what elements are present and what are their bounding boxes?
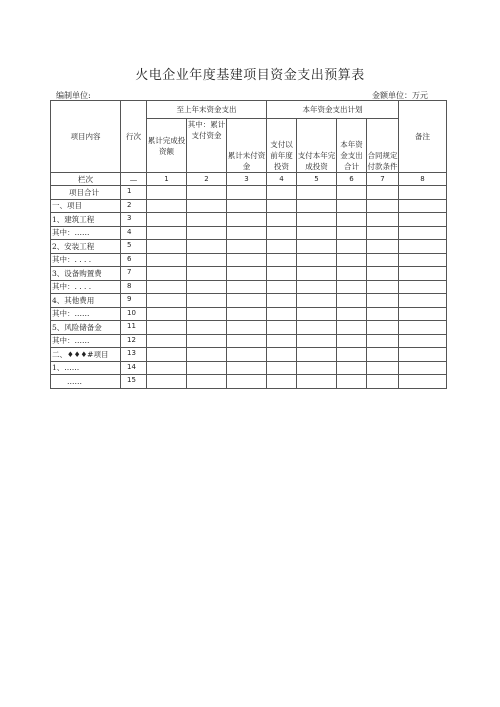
row-cell: [367, 226, 399, 240]
amount-unit-label: 金额单位：万元: [372, 91, 428, 100]
row-cell: [367, 213, 399, 227]
row-cell: [267, 267, 297, 281]
table-row: [51, 280, 447, 294]
header-col6: 本年资金支出合计: [337, 119, 367, 173]
row-cell: [227, 253, 267, 267]
row-item: 3、设备购置费: [51, 267, 121, 281]
row-cell: [267, 348, 297, 362]
table-row: [51, 240, 447, 254]
row-cell: [147, 375, 187, 389]
row-cell: [337, 375, 367, 389]
row-cell: [399, 280, 447, 294]
row-item: 其中：……: [51, 334, 121, 348]
row-cell: [367, 361, 399, 375]
row-cell: [267, 294, 297, 308]
table-row: [51, 186, 447, 200]
row-cell: [337, 267, 367, 281]
row-cell: [267, 375, 297, 389]
column-index-label: 栏次: [51, 173, 121, 186]
row-cell: [297, 307, 337, 321]
row-cell: [267, 199, 297, 213]
table-row: [51, 226, 447, 240]
row-cell: [367, 253, 399, 267]
row-cell: [399, 267, 447, 281]
row-cell: [367, 375, 399, 389]
row-item: 5、风险储备金: [51, 321, 121, 335]
row-cell: [337, 280, 367, 294]
row-line-no: 12: [121, 334, 147, 348]
row-cell: [187, 240, 227, 254]
table-row: [51, 253, 447, 267]
header-col1: 累计完成投资额: [147, 119, 187, 173]
row-cell: [187, 348, 227, 362]
row-line-no: 10: [121, 307, 147, 321]
header-line-no: 行次: [121, 101, 147, 173]
row-cell: [297, 375, 337, 389]
column-index: 5: [297, 173, 337, 186]
row-cell: [297, 199, 337, 213]
row-cell: [227, 226, 267, 240]
column-index: 4: [267, 173, 297, 186]
row-cell: [399, 240, 447, 254]
row-cell: [227, 361, 267, 375]
row-line-no: 2: [121, 199, 147, 213]
compiling-unit-label: 编制单位:: [56, 91, 91, 100]
row-cell: [399, 186, 447, 200]
column-index: 8: [399, 173, 447, 186]
row-item: 其中：. . . .: [51, 253, 121, 267]
row-cell: [227, 267, 267, 281]
row-cell: [267, 361, 297, 375]
column-index: 7: [367, 173, 399, 186]
column-index-dash: —: [121, 173, 147, 186]
row-cell: [147, 226, 187, 240]
column-index: 1: [147, 173, 187, 186]
table-row: [51, 213, 447, 227]
row-cell: [297, 294, 337, 308]
row-line-no: 9: [121, 294, 147, 308]
table-row: [51, 334, 447, 348]
row-cell: [227, 321, 267, 335]
row-cell: [399, 334, 447, 348]
row-cell: [227, 240, 267, 254]
column-index: 3: [227, 173, 267, 186]
row-cell: [147, 307, 187, 321]
row-cell: [297, 186, 337, 200]
row-cell: [267, 280, 297, 294]
table-row: [51, 307, 447, 321]
row-cell: [367, 267, 399, 281]
row-cell: [367, 307, 399, 321]
row-cell: [227, 348, 267, 362]
row-cell: [227, 294, 267, 308]
row-cell: [399, 375, 447, 389]
row-cell: [267, 213, 297, 227]
row-item: 4、其他费用: [51, 294, 121, 308]
row-item: 其中：……: [51, 226, 121, 240]
row-cell: [187, 361, 227, 375]
row-line-no: 13: [121, 348, 147, 362]
row-cell: [187, 307, 227, 321]
row-cell: [399, 253, 447, 267]
column-index: 6: [337, 173, 367, 186]
row-cell: [187, 213, 227, 227]
row-item: 一、项目: [51, 199, 121, 213]
row-cell: [399, 361, 447, 375]
row-cell: [187, 253, 227, 267]
row-cell: [337, 213, 367, 227]
header-remark: 备注: [399, 101, 447, 173]
row-cell: [297, 213, 337, 227]
header-plan-group: 本年资金支出计划: [267, 101, 399, 119]
row-line-no: 5: [121, 240, 147, 254]
header-col7: 合同规定付款条件: [367, 119, 399, 173]
budget-table: [50, 100, 447, 389]
row-cell: [147, 240, 187, 254]
row-cell: [297, 226, 337, 240]
row-cell: [147, 280, 187, 294]
row-cell: [147, 199, 187, 213]
row-cell: [267, 321, 297, 335]
header-prev-year-group: 至上年末资金支出: [147, 101, 267, 119]
header-col4: 支付以前年度投资: [267, 119, 297, 173]
row-cell: [147, 361, 187, 375]
row-cell: [187, 375, 227, 389]
row-cell: [147, 186, 187, 200]
row-cell: [337, 348, 367, 362]
row-cell: [367, 199, 399, 213]
row-line-no: 4: [121, 226, 147, 240]
row-cell: [227, 375, 267, 389]
row-cell: [227, 280, 267, 294]
row-line-no: 3: [121, 213, 147, 227]
row-cell: [187, 267, 227, 281]
row-cell: [267, 240, 297, 254]
row-line-no: 8: [121, 280, 147, 294]
row-cell: [367, 186, 399, 200]
row-cell: [147, 267, 187, 281]
table-row: [51, 361, 447, 375]
row-cell: [187, 199, 227, 213]
row-item: 其中：. . . .: [51, 280, 121, 294]
row-cell: [297, 321, 337, 335]
row-cell: [187, 334, 227, 348]
row-cell: [337, 334, 367, 348]
row-cell: [337, 240, 367, 254]
row-cell: [267, 253, 297, 267]
row-cell: [297, 348, 337, 362]
row-line-no: 14: [121, 361, 147, 375]
row-cell: [187, 186, 227, 200]
row-cell: [297, 334, 337, 348]
row-cell: [267, 334, 297, 348]
row-cell: [399, 226, 447, 240]
row-cell: [399, 294, 447, 308]
row-line-no: 6: [121, 253, 147, 267]
row-cell: [147, 213, 187, 227]
row-cell: [187, 280, 227, 294]
row-cell: [227, 334, 267, 348]
row-cell: [187, 321, 227, 335]
page-title: 火电企业年度基建项目资金支出预算表: [135, 68, 365, 83]
row-item: 1、建筑工程: [51, 213, 121, 227]
table-row: [51, 199, 447, 213]
row-cell: [187, 226, 227, 240]
row-cell: [337, 199, 367, 213]
row-cell: [399, 348, 447, 362]
column-index-row: [51, 173, 447, 186]
header-item: 项目内容: [51, 101, 121, 173]
row-cell: [227, 199, 267, 213]
row-line-no: 11: [121, 321, 147, 335]
row-cell: [337, 186, 367, 200]
row-cell: [227, 307, 267, 321]
row-cell: [367, 294, 399, 308]
row-item: 1、……: [51, 361, 121, 375]
row-cell: [399, 321, 447, 335]
table-row: [51, 375, 447, 389]
row-cell: [147, 348, 187, 362]
row-cell: [337, 294, 367, 308]
table-row: [51, 348, 447, 362]
row-cell: [267, 226, 297, 240]
column-index: 2: [187, 173, 227, 186]
row-cell: [399, 213, 447, 227]
row-item: 2、安装工程: [51, 240, 121, 254]
row-cell: [367, 280, 399, 294]
row-cell: [187, 294, 227, 308]
row-line-no: 15: [121, 375, 147, 389]
row-cell: [147, 334, 187, 348]
table-row: [51, 267, 447, 281]
row-cell: [399, 199, 447, 213]
row-line-no: 1: [121, 186, 147, 200]
row-cell: [367, 348, 399, 362]
row-cell: [147, 253, 187, 267]
row-cell: [297, 253, 337, 267]
row-cell: [227, 213, 267, 227]
header-col3: 累计未付资金: [227, 119, 267, 173]
header-col5: 支付本年完成投资: [297, 119, 337, 173]
row-cell: [267, 307, 297, 321]
table-row: [51, 321, 447, 335]
row-item: ……: [51, 375, 121, 389]
row-cell: [337, 226, 367, 240]
row-cell: [337, 253, 367, 267]
row-line-no: 7: [121, 267, 147, 281]
row-item: 其中：……: [51, 307, 121, 321]
row-cell: [297, 267, 337, 281]
row-cell: [147, 321, 187, 335]
row-cell: [227, 186, 267, 200]
row-cell: [297, 280, 337, 294]
row-item: 项目合计: [51, 186, 121, 200]
row-cell: [297, 240, 337, 254]
header-col2: 其中：累计支付资金: [187, 119, 227, 173]
row-cell: [399, 307, 447, 321]
row-cell: [367, 321, 399, 335]
row-cell: [337, 361, 367, 375]
row-cell: [337, 321, 367, 335]
row-item: 二、♦♦♦#项目: [51, 348, 121, 362]
row-cell: [267, 186, 297, 200]
row-cell: [147, 294, 187, 308]
row-cell: [367, 240, 399, 254]
row-cell: [337, 307, 367, 321]
table-row: [51, 294, 447, 308]
row-cell: [367, 334, 399, 348]
row-cell: [297, 361, 337, 375]
